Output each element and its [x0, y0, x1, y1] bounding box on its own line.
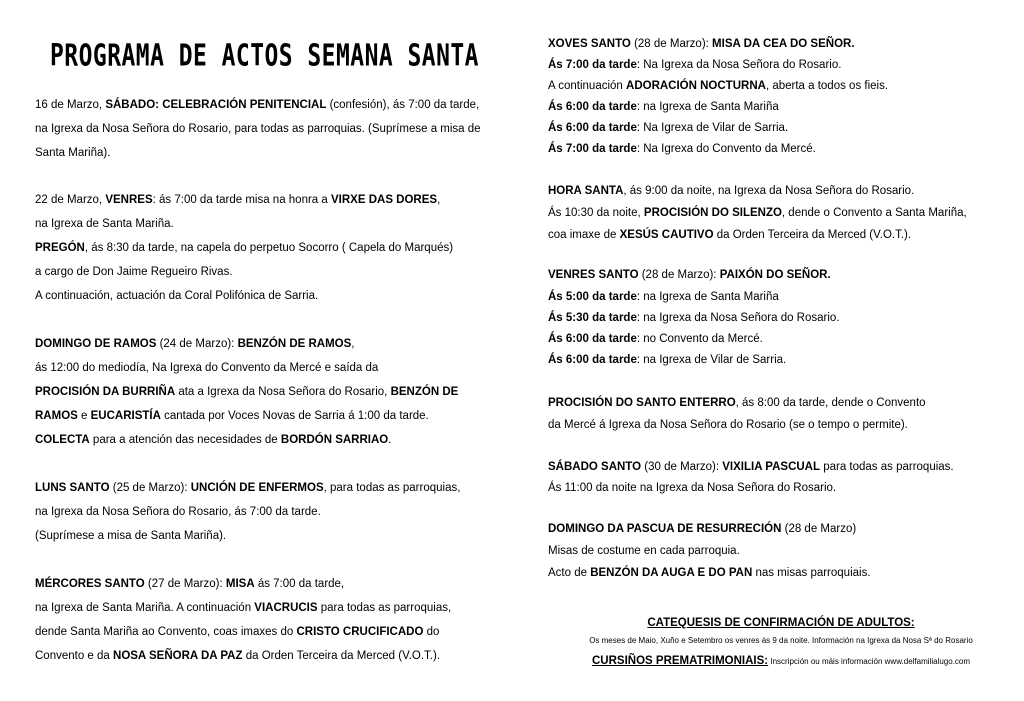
emphasis-text: Ás 5:30 da tarde	[548, 312, 637, 324]
emphasis-text: EUCARISTÍA	[90, 410, 161, 422]
body-text: : Na Igrexa do Convento da Mercé.	[636, 143, 816, 155]
emphasis-text: RAMOS	[35, 410, 78, 422]
emphasis-text: MÉRCORES SANTO	[35, 578, 145, 590]
emphasis-text: CRISTO CRUCIFICADO	[296, 626, 424, 638]
emphasis-text: VENRES SANTO	[548, 269, 639, 281]
emphasis-text: Ás 6:00 da tarde	[548, 333, 637, 345]
cursinos-colon: :	[764, 655, 769, 667]
body-text: : na Igrexa de Santa Mariña	[636, 101, 779, 113]
body-text: a cargo de Don Jaime Regueiro Rivas.	[35, 266, 233, 278]
emphasis-text: XESÚS CAUTIVO	[619, 229, 714, 241]
emphasis-text: XOVES SANTO	[548, 38, 631, 50]
body-text: da Orden Terceira da Merced (V.O.T.).	[242, 650, 441, 662]
right-line	[548, 100, 779, 114]
emphasis-text: PREGÓN	[35, 242, 85, 254]
body-text: da Orden Terceira da Merced (V.O.T.).	[713, 229, 912, 241]
right-line	[548, 396, 926, 410]
emphasis-text: DOMINGO DA PASCUA DE RESURRECIÓN	[548, 523, 782, 535]
catequesis-info: Os meses de Maio, Xuño e Setembro os venres ás 9 da noite. Información na Igrexa da Nosa Sª do Rosario	[589, 636, 973, 645]
emphasis-text: MISA DA CEA DO SEÑOR.	[712, 38, 855, 50]
emphasis-text: UNCIÓN DE ENFERMOS	[190, 482, 324, 494]
right-line	[548, 353, 786, 367]
body-text: na Igrexa da Nosa Señora do Rosario, ás 7:00 da tarde.	[35, 506, 321, 518]
left-line	[35, 241, 453, 255]
left-line	[35, 122, 481, 136]
body-text: : na Igrexa de Vilar de Sarria.	[636, 354, 787, 366]
right-line	[548, 206, 967, 220]
body-text: da Mercé á Igrexa da Nosa Señora do Rosario (se o tempo o permite).	[548, 419, 908, 431]
right-line	[548, 58, 841, 72]
body-text: (27 de Marzo):	[144, 578, 226, 590]
left-line	[35, 98, 479, 112]
left-line	[35, 409, 429, 423]
cursinos-info: Inscripción ou máis información www.delfamilialugo.com	[768, 657, 970, 666]
right-line	[548, 418, 908, 432]
emphasis-text: SÁBADO SANTO	[548, 461, 642, 473]
right-line	[548, 290, 779, 304]
body-text: e	[77, 410, 91, 422]
body-text: na Igrexa de Santa Mariña.	[35, 218, 174, 230]
body-text: Misas de costume en cada parroquia.	[548, 545, 740, 557]
body-text: : Na Igrexa da Nosa Señora do Rosario.	[636, 59, 842, 71]
body-text: (28 de Marzo)	[781, 523, 857, 535]
body-text: ás 7:00 da tarde,	[254, 578, 345, 590]
body-text: ,	[351, 338, 355, 350]
body-text: para todas as parroquias,	[317, 602, 452, 614]
left-line	[35, 481, 460, 495]
emphasis-text: MISA	[225, 578, 255, 590]
body-text: , ás 9:00 da noite, na Igrexa da Nosa Señora do Rosario.	[623, 185, 915, 197]
right-line	[548, 228, 911, 242]
body-text: (Suprímese a misa de Santa Mariña).	[35, 530, 227, 542]
emphasis-text: PROCISIÓN DO SANTO ENTERRO	[548, 397, 736, 409]
emphasis-text: Ás 5:00 da tarde	[548, 291, 637, 303]
right-line	[548, 311, 840, 325]
body-text: (28 de Marzo):	[630, 38, 713, 50]
body-text: A continuación, actuación da Coral Polifónica de Sarria.	[35, 290, 319, 302]
emphasis-text: Ás 7:00 da tarde	[548, 143, 637, 155]
body-text: Acto de	[548, 567, 591, 579]
left-line	[35, 601, 451, 615]
body-text: na Igrexa de Santa Mariña. A continuación	[35, 602, 255, 614]
body-text: , dende o Convento a Santa Mariña,	[781, 207, 967, 219]
right-line	[548, 121, 788, 135]
emphasis-text: ADORACIÓN NOCTURNA	[626, 80, 766, 92]
body-text: ás 12:00 do mediodía, Na Igrexa do Convento da Mercé e saída da	[35, 362, 379, 374]
emphasis-text: BENZÓN DE	[390, 386, 459, 398]
emphasis-text: COLECTA	[35, 434, 90, 446]
body-text: , ás 8:00 da tarde, dende o Convento	[735, 397, 926, 409]
emphasis-text: HORA SANTA	[548, 185, 624, 197]
body-text: Convento e da	[35, 650, 114, 662]
page-title: PROGRAMA DE ACTOS SEMANA SANTA	[50, 38, 479, 73]
left-line	[35, 265, 233, 279]
emphasis-text: BENZÓN DE RAMOS	[237, 338, 352, 350]
left-line	[35, 505, 321, 519]
cursinos-heading: CURSIÑOS PREMATRIMONIAIS	[592, 655, 765, 667]
emphasis-text: DOMINGO DE RAMOS	[35, 338, 157, 350]
left-line	[35, 433, 391, 447]
body-text: na Igrexa da Nosa Señora do Rosario, para todas as parroquias. (Suprímese a misa de	[35, 123, 481, 135]
body-text: Santa Mariña).	[35, 147, 111, 159]
body-text: ata a Igrexa da Nosa Señora do Rosario,	[175, 386, 391, 398]
body-text: 22 de Marzo,	[35, 194, 106, 206]
body-text: do	[423, 626, 440, 638]
right-line	[548, 268, 831, 282]
right-line	[548, 544, 740, 558]
emphasis-text: BENZÓN DA AUGA E DO PAN	[590, 567, 753, 579]
body-text: cantada por Voces Novas de Sarria á 1:00 da tarde.	[160, 410, 429, 422]
body-text: (24 de Marzo):	[156, 338, 238, 350]
right-line	[548, 481, 836, 495]
emphasis-text: VIRXE DAS DORES	[331, 194, 438, 206]
left-line	[35, 385, 458, 399]
body-text: Ás 10:30 da noite,	[548, 207, 644, 219]
right-line	[548, 79, 888, 93]
body-text: , para todas as parroquias,	[323, 482, 461, 494]
body-text: (30 de Marzo):	[641, 461, 723, 473]
emphasis-text: BORDÓN SARRIAO	[280, 434, 389, 446]
body-text: .	[388, 434, 392, 446]
body-text: A continuación	[548, 80, 627, 92]
left-line	[35, 577, 344, 591]
emphasis-text: PROCISIÓN DA BURRIÑA	[35, 386, 176, 398]
body-text: Ás 11:00 da noite na Igrexa da Nosa Señora do Rosario.	[548, 482, 837, 494]
left-line	[35, 193, 440, 207]
right-line	[548, 566, 871, 580]
right-line	[548, 184, 914, 198]
left-line	[35, 649, 440, 663]
left-line	[35, 337, 355, 351]
body-text: (confesión), ás 7:00 da tarde,	[326, 99, 480, 111]
left-line	[35, 529, 226, 543]
body-text: dende Santa Mariña ao Convento, coas imaxes do	[35, 626, 297, 638]
body-text: , ás 8:30 da tarde, na capela do perpetuo Socorro ( Capela do Marqués)	[84, 242, 454, 254]
body-text: (28 de Marzo):	[638, 269, 720, 281]
left-line	[35, 361, 378, 375]
body-text: , aberta a todos os fieis.	[765, 80, 889, 92]
body-text: : na Igrexa de Santa Mariña	[636, 291, 779, 303]
body-text: nas misas parroquiais.	[752, 567, 871, 579]
left-line	[35, 146, 110, 160]
emphasis-text: Ás 6:00 da tarde	[548, 354, 637, 366]
body-text: : ás 7:00 da tarde misa na honra a	[152, 194, 331, 206]
right-line	[548, 37, 855, 51]
body-text: : no Convento da Mercé.	[636, 333, 763, 345]
body-text: ,	[437, 194, 441, 206]
left-line	[35, 289, 318, 303]
emphasis-text: NOSA SEÑORA DA PAZ	[113, 650, 243, 662]
emphasis-text: PROCISIÓN DO SILENZO	[643, 207, 782, 219]
emphasis-text: Ás 6:00 da tarde	[548, 101, 637, 113]
body-text: : Na Igrexa de Vilar de Sarria.	[636, 122, 789, 134]
body-text: 16 de Marzo,	[35, 99, 106, 111]
emphasis-text: VIXILIA PASCUAL	[722, 461, 821, 473]
emphasis-text: Ás 7:00 da tarde	[548, 59, 637, 71]
body-text: para a atención das necesidades de	[89, 434, 281, 446]
right-line	[548, 332, 763, 346]
left-line	[35, 217, 174, 231]
emphasis-text: PAIXÓN DO SEÑOR.	[719, 269, 831, 281]
right-line	[548, 460, 954, 474]
body-text: : na Igrexa da Nosa Señora do Rosario.	[636, 312, 840, 324]
body-text: (25 de Marzo):	[109, 482, 191, 494]
right-line	[548, 522, 856, 536]
right-line	[548, 142, 816, 156]
emphasis-text: VIACRUCIS	[254, 602, 318, 614]
emphasis-text: LUNS SANTO	[35, 482, 110, 494]
emphasis-text: VENRES	[105, 194, 153, 206]
body-text: para todas as parroquias.	[820, 461, 954, 473]
catequesis-heading: CATEQUESIS DE CONFIRMACIÓN DE ADULTOS:	[647, 617, 915, 629]
body-text: coa imaxe de	[548, 229, 620, 241]
cursinos-line	[548, 651, 1014, 669]
emphasis-text: Ás 6:00 da tarde	[548, 122, 637, 134]
left-line	[35, 625, 439, 639]
emphasis-text: SÁBADO: CELEBRACIÓN PENITENCIAL	[105, 99, 327, 111]
